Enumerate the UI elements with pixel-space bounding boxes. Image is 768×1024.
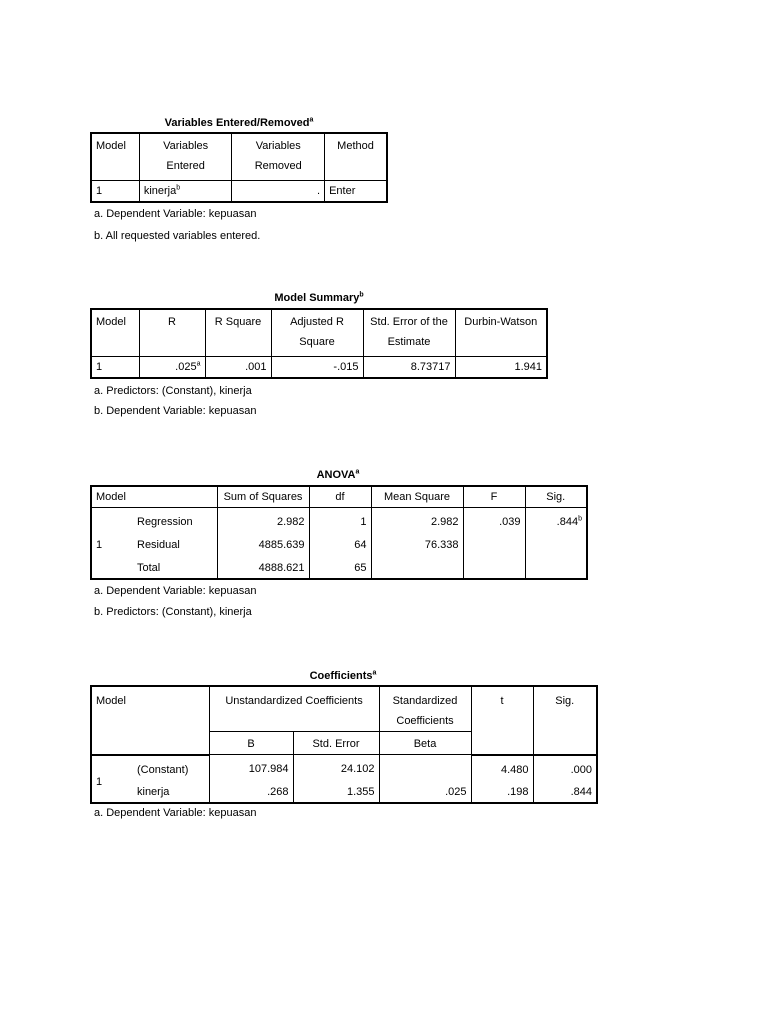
cell-text: kinerja xyxy=(143,185,177,197)
cell-sig xyxy=(525,508,587,533)
model-summary-title xyxy=(90,292,548,304)
header-sig: Sig. xyxy=(533,686,597,755)
cell-ms xyxy=(371,555,463,579)
cell-r-square: .001 xyxy=(205,357,271,379)
footnote: b. All requested variables entered. xyxy=(94,230,261,242)
footnote: a. Dependent Variable: kepuasan xyxy=(94,807,257,819)
variables-entered-table xyxy=(90,132,388,203)
cell-entered xyxy=(139,181,232,203)
cell-adjusted-r-square: -.015 xyxy=(271,357,363,379)
footnote: b. Dependent Variable: kepuasan xyxy=(94,405,257,417)
cell-beta: .025 xyxy=(379,780,471,803)
cell-row-label: Regression xyxy=(133,508,217,533)
cell-sig xyxy=(525,532,587,555)
header-df: df xyxy=(309,486,371,508)
cell-removed: . xyxy=(232,181,325,203)
cell-model: 1 xyxy=(91,755,133,803)
cell-row-label: Total xyxy=(133,555,217,579)
footnote: a. Dependent Variable: kepuasan xyxy=(94,585,257,597)
title-footnote-marker: b xyxy=(359,291,364,299)
header-adjusted-r-square xyxy=(271,309,363,357)
cell-b: 107.984 xyxy=(209,755,293,780)
anova-title xyxy=(90,469,586,481)
cell-model: 1 xyxy=(91,181,139,203)
footnote: b. Predictors: (Constant), kinerja xyxy=(94,606,252,618)
table-header-row xyxy=(91,309,547,357)
cell-method: Enter xyxy=(325,181,387,203)
header-durbin-watson: Durbin-Watson xyxy=(455,309,547,357)
header-model: Model xyxy=(91,686,209,755)
header-model: Model xyxy=(91,309,139,357)
cell-f xyxy=(463,532,525,555)
header-f: F xyxy=(463,486,525,508)
cell-text: .025 xyxy=(175,361,197,373)
table-row xyxy=(91,357,547,379)
cell-sig xyxy=(525,555,587,579)
cell-std-error: 24.102 xyxy=(293,755,379,780)
cell-f xyxy=(463,555,525,579)
cell-ms: 2.982 xyxy=(371,508,463,533)
header-unstandardized-coefficients: Unstandardized Coefficients xyxy=(209,686,379,732)
cell-df: 1 xyxy=(309,508,371,533)
table-row xyxy=(91,555,587,579)
cell-model: 1 xyxy=(91,357,139,379)
table-header-row xyxy=(91,686,597,732)
cell-std-error: 8.73717 xyxy=(363,357,455,379)
footnote-marker: b xyxy=(578,515,582,523)
title-footnote-marker: a xyxy=(372,669,377,677)
header-method: Method xyxy=(325,133,387,181)
header-text: Coefficients xyxy=(396,715,454,727)
table-row xyxy=(91,780,597,803)
header-model: Model xyxy=(91,486,217,508)
header-sum-of-squares: Sum of Squares xyxy=(217,486,309,508)
header-sig: Sig. xyxy=(525,486,587,508)
cell-ss: 2.982 xyxy=(217,508,309,533)
header-text: Removed xyxy=(254,160,302,172)
footnote-marker: a xyxy=(196,360,201,368)
cell-b: .268 xyxy=(209,780,293,803)
header-beta: Beta xyxy=(379,732,471,755)
cell-ss: 4888.621 xyxy=(217,555,309,579)
table-row xyxy=(91,181,387,203)
coefficients-title-text: Coefficients xyxy=(309,670,373,682)
title-footnote-marker: a xyxy=(309,116,314,124)
header-text: Estimate xyxy=(387,336,431,348)
header-variables-removed xyxy=(232,133,325,181)
footnote: a. Dependent Variable: kepuasan xyxy=(94,208,257,220)
cell-ss: 4885.639 xyxy=(217,532,309,555)
cell-beta xyxy=(379,755,471,780)
header-std-error-estimate xyxy=(363,309,455,357)
cell-ms: 76.338 xyxy=(371,532,463,555)
variables-entered-title xyxy=(90,117,388,129)
header-t: t xyxy=(471,686,533,755)
model-summary-title-text: Model Summary xyxy=(274,292,360,304)
table-header-row xyxy=(91,486,587,508)
cell-row-label: kinerja xyxy=(133,780,209,803)
header-model: Model xyxy=(91,133,139,181)
cell-std-error: 1.355 xyxy=(293,780,379,803)
header-text: Square xyxy=(299,336,335,348)
coefficients-table xyxy=(90,685,598,804)
header-text: Standardized xyxy=(392,695,458,707)
table-header-row xyxy=(91,133,387,181)
model-summary-table xyxy=(90,308,548,379)
title-footnote-marker: a xyxy=(355,468,360,476)
header-text: Entered xyxy=(166,160,205,172)
cell-sig: .844 xyxy=(533,780,597,803)
cell-row-label: (Constant) xyxy=(133,755,209,780)
cell-t: 4.480 xyxy=(471,755,533,780)
header-text: Variables xyxy=(255,140,301,152)
anova-title-text: ANOVA xyxy=(316,469,356,481)
header-standardized-coefficients xyxy=(379,686,471,732)
cell-model: 1 xyxy=(91,508,133,580)
header-mean-square: Mean Square xyxy=(371,486,463,508)
table-row xyxy=(91,508,587,533)
table-row xyxy=(91,755,597,780)
anova-table xyxy=(90,485,588,580)
cell-row-label: Residual xyxy=(133,532,217,555)
header-text: Variables xyxy=(163,140,209,152)
cell-sig: .000 xyxy=(533,755,597,780)
cell-text: .844 xyxy=(556,516,579,528)
cell-durbin-watson: 1.941 xyxy=(455,357,547,379)
header-text: Adjusted R xyxy=(290,316,344,328)
header-r-square: R Square xyxy=(205,309,271,357)
footnote-marker: b xyxy=(176,184,181,192)
header-std-error: Std. Error xyxy=(293,732,379,755)
cell-f: .039 xyxy=(463,508,525,533)
header-b: B xyxy=(209,732,293,755)
header-text: Std. Error of the xyxy=(370,316,448,328)
cell-df: 64 xyxy=(309,532,371,555)
cell-df: 65 xyxy=(309,555,371,579)
header-r: R xyxy=(139,309,205,357)
footnote: a. Predictors: (Constant), kinerja xyxy=(94,385,252,397)
header-variables-entered xyxy=(139,133,232,181)
coefficients-title xyxy=(90,670,596,682)
variables-entered-title-text: Variables Entered/Removed xyxy=(164,117,310,129)
table-row xyxy=(91,532,587,555)
cell-t: .198 xyxy=(471,780,533,803)
cell-r xyxy=(139,357,205,379)
